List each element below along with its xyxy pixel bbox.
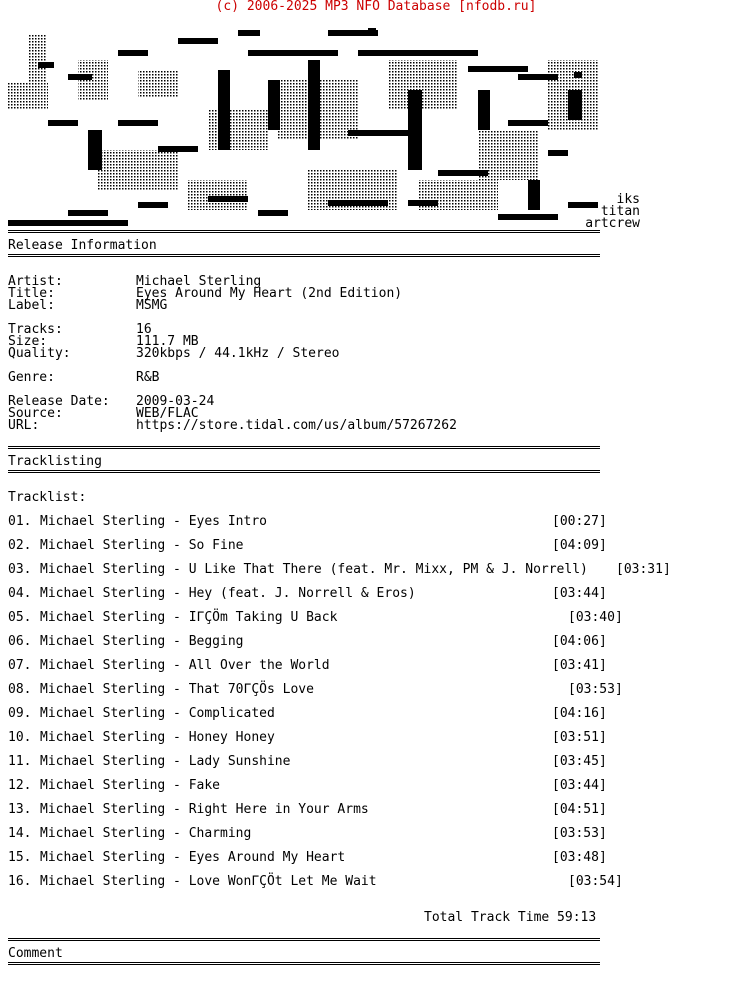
site-header: (c) 2006-2025 MP3 NFO Database [nfodb.ru] — [215, 0, 537, 14]
track-row — [8, 684, 314, 696]
section-title: Release Information — [8, 238, 157, 253]
info-row: URL: https://store.tidal.com/us/album/57267262 — [8, 418, 457, 433]
divider — [8, 938, 600, 941]
track-duration: [03:41] — [552, 658, 607, 673]
track-number: 03. — [8, 562, 32, 577]
info-row: Label: MSMG — [8, 298, 168, 313]
info-row: Size: 111.7 MB — [8, 334, 199, 349]
track-title: Michael Sterling - Love WonΓÇÖt Let Me Wait — [40, 874, 377, 889]
track-row — [8, 804, 369, 816]
info-row: Source: WEB/FLAC — [8, 406, 199, 421]
info-row: Quality: 320kbps / 44.1kHz / Stereo — [8, 346, 340, 361]
track-title: Michael Sterling - Complicated — [40, 706, 275, 721]
track-duration: [04:06] — [552, 634, 607, 649]
track-row — [8, 636, 244, 648]
info-row: Release Date: 2009-03-24 — [8, 394, 215, 409]
track-row — [8, 588, 416, 600]
ascii-art-logo — [8, 20, 608, 230]
section-title: Comment — [8, 946, 63, 961]
track-row — [8, 852, 345, 864]
track-number: 08. — [8, 682, 32, 697]
track-title: Michael Sterling - Eyes Around My Heart — [40, 850, 346, 865]
track-number: 04. — [8, 586, 32, 601]
track-number: 11. — [8, 754, 32, 769]
track-row — [8, 756, 290, 768]
section-title: Tracklisting — [8, 454, 102, 469]
track-duration: [03:48] — [552, 850, 607, 865]
track-title: Michael Sterling - Hey (feat. J. Norrell & Eros) — [40, 586, 416, 601]
track-duration: [03:53] — [552, 826, 607, 841]
divider — [8, 470, 600, 473]
track-duration: [03:31] — [616, 562, 671, 577]
track-row — [8, 612, 337, 624]
info-row: Genre: R&B — [8, 370, 160, 385]
track-duration: [03:44] — [552, 778, 607, 793]
track-duration: [03:51] — [552, 730, 607, 745]
track-title: Michael Sterling - Eyes Intro — [40, 514, 267, 529]
credit-line: artcrew — [585, 216, 640, 231]
track-title: Michael Sterling - Right Here in Your Arms — [40, 802, 369, 817]
track-title: Michael Sterling - Begging — [40, 634, 244, 649]
track-title: Michael Sterling - IΓÇÖm Taking U Back — [40, 610, 338, 625]
track-title: Michael Sterling - Honey Honey — [40, 730, 275, 745]
track-number: 02. — [8, 538, 32, 553]
track-title: Michael Sterling - U Like That There (feat. Mr. Mixx, PM & J. Norrell) — [40, 562, 588, 577]
info-row: Artist: Michael Sterling — [8, 274, 262, 289]
track-duration: [04:51] — [552, 802, 607, 817]
track-number: 15. — [8, 850, 32, 865]
track-number: 06. — [8, 634, 32, 649]
divider — [8, 446, 600, 449]
track-duration: [03:40] — [568, 610, 623, 625]
track-number: 07. — [8, 658, 32, 673]
track-row — [8, 828, 251, 840]
track-row — [8, 516, 267, 528]
track-title: Michael Sterling - Charming — [40, 826, 252, 841]
credit-line: iks — [616, 192, 640, 207]
credit-line: titan — [600, 204, 640, 219]
track-row — [8, 564, 588, 576]
track-title: Michael Sterling - Fake — [40, 778, 221, 793]
track-row — [8, 660, 330, 672]
track-duration: [03:44] — [552, 586, 607, 601]
track-number: 05. — [8, 610, 32, 625]
track-number: 01. — [8, 514, 32, 529]
track-row — [8, 708, 275, 720]
divider — [8, 254, 600, 257]
track-row — [8, 876, 377, 888]
info-row: Title: Eyes Around My Heart (2nd Edition) — [8, 286, 403, 301]
track-number: 10. — [8, 730, 32, 745]
track-number: 09. — [8, 706, 32, 721]
track-title: Michael Sterling - Lady Sunshine — [40, 754, 291, 769]
track-number: 13. — [8, 802, 32, 817]
divider — [8, 962, 600, 965]
track-title: Michael Sterling - So Fine — [40, 538, 244, 553]
track-duration: [03:45] — [552, 754, 607, 769]
track-row — [8, 780, 220, 792]
total-time: Total Track Time 59:13 — [424, 910, 597, 925]
track-row — [8, 732, 275, 744]
track-number: 14. — [8, 826, 32, 841]
track-number: 16. — [8, 874, 32, 889]
track-title: Michael Sterling - All Over the World — [40, 658, 330, 673]
track-duration: [03:53] — [568, 682, 623, 697]
divider — [8, 230, 600, 233]
track-number: 12. — [8, 778, 32, 793]
track-duration: [04:16] — [552, 706, 607, 721]
track-duration: [00:27] — [552, 514, 607, 529]
tracklist-label: Tracklist: — [8, 490, 87, 505]
info-row: Tracks: 16 — [8, 322, 152, 337]
track-duration: [03:54] — [568, 874, 623, 889]
track-row — [8, 540, 244, 552]
track-duration: [04:09] — [552, 538, 607, 553]
track-title: Michael Sterling - That 70ΓÇÖs Love — [40, 682, 314, 697]
